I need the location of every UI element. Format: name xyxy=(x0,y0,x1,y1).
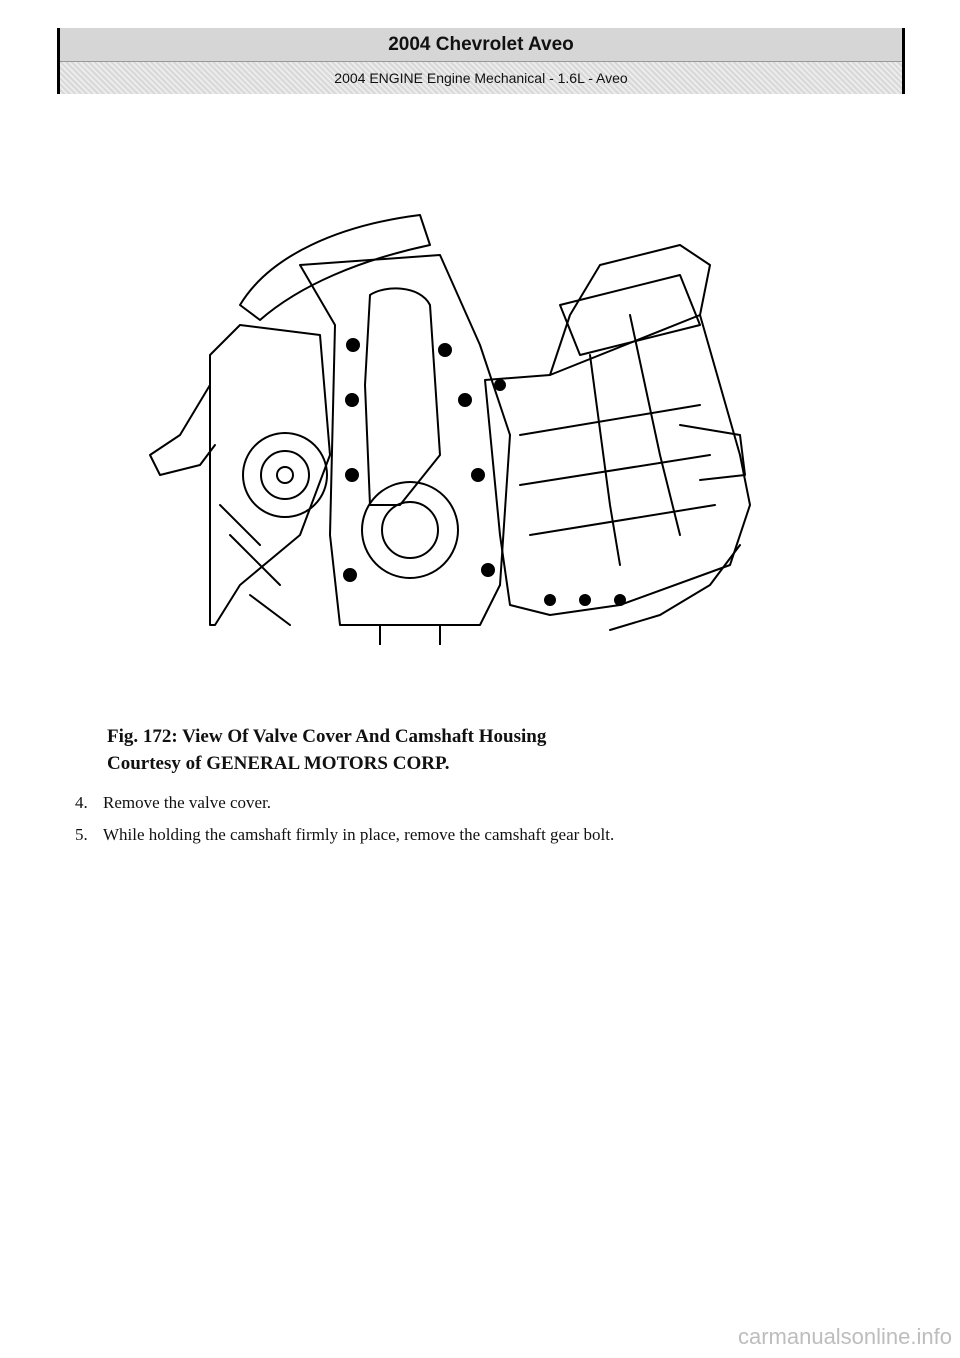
step-item xyxy=(75,825,895,845)
page-header xyxy=(57,28,905,94)
step-number: 4. xyxy=(75,793,88,812)
step-item xyxy=(75,793,895,813)
caption-title: Fig. 172: View Of Valve Cover And Camshaft Housing xyxy=(107,726,547,747)
step-text: While holding the camshaft firmly in place, remove the camshaft gear bolt. xyxy=(103,825,615,844)
caption-credit: Courtesy of GENERAL MOTORS CORP. xyxy=(107,753,450,774)
procedure-steps xyxy=(75,793,895,857)
watermark: carmanualsonline.info xyxy=(737,1324,952,1349)
step-text: Remove the valve cover. xyxy=(103,793,272,812)
figure-caption xyxy=(107,723,546,777)
header-subtitle: 2004 ENGINE Engine Mechanical - 1.6L - Aveo xyxy=(60,62,902,94)
step-number: 5. xyxy=(75,825,88,844)
header-title: 2004 Chevrolet Aveo xyxy=(60,28,902,62)
engine-illustration xyxy=(140,205,780,645)
